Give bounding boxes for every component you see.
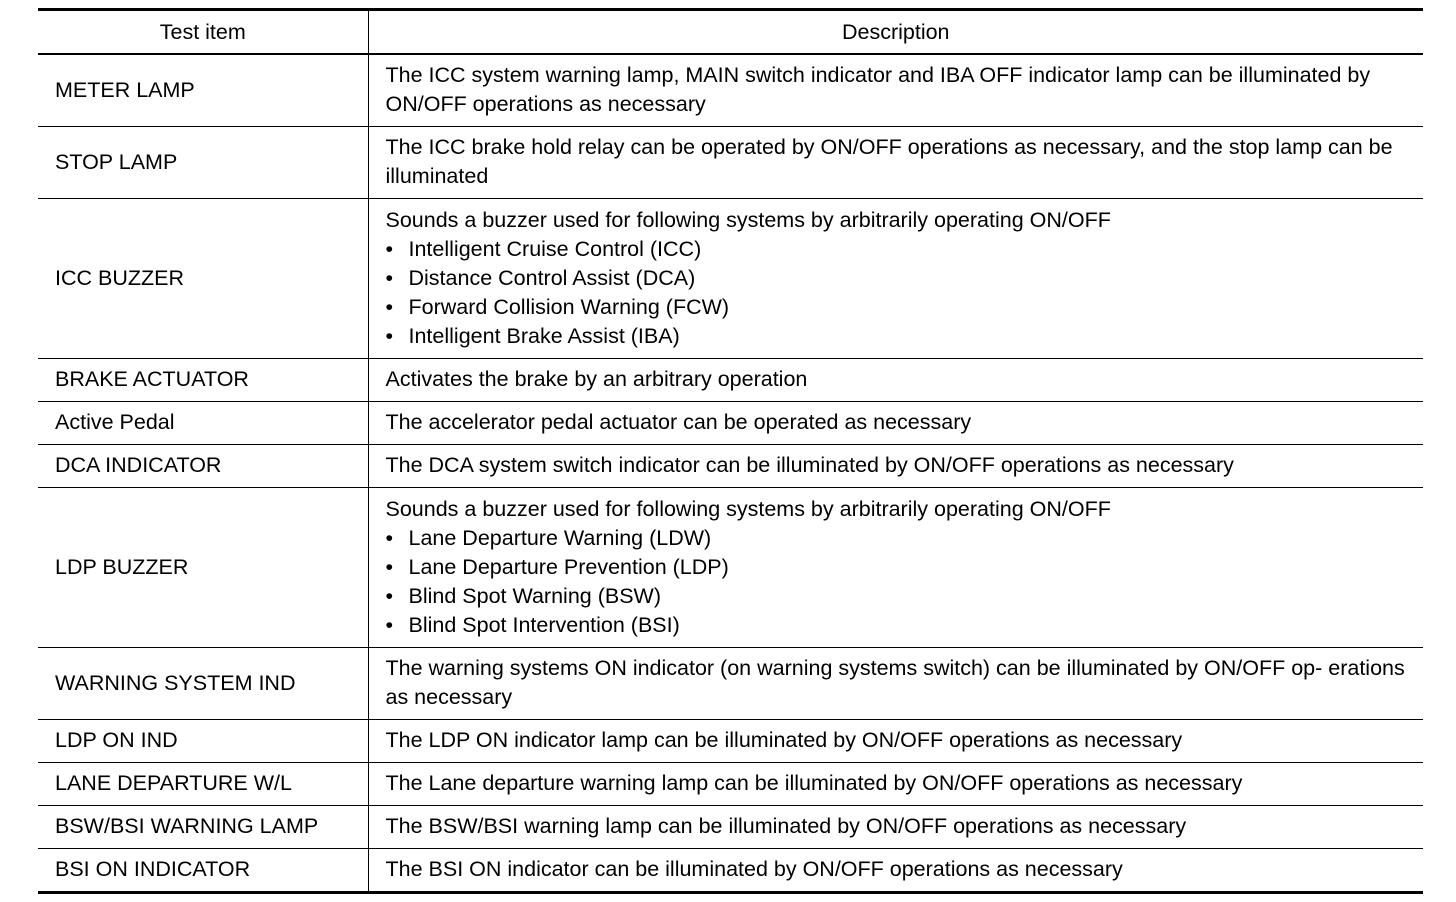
table-row <box>38 54 1423 126</box>
list-item: • Lane Departure Warning (LDW) <box>386 524 1416 553</box>
description-text: Activates the brake by an arbitrary operation <box>385 367 808 391</box>
table-row <box>38 126 1423 198</box>
table-header <box>38 10 1423 55</box>
table-row <box>38 198 1423 358</box>
list-item: • Blind Spot Intervention (BSI) <box>386 611 1416 640</box>
test-item-cell: BSI ON INDICATOR <box>38 848 368 892</box>
header-test-item: Test item <box>38 10 368 55</box>
description-cell <box>368 54 1423 126</box>
test-item-cell: METER LAMP <box>38 54 368 126</box>
table-row <box>38 444 1423 487</box>
test-item-cell: WARNING SYSTEM IND <box>38 647 368 719</box>
table-row <box>38 647 1423 719</box>
test-item-cell: Active Pedal <box>38 401 368 444</box>
description-text: The BSI ON indicator can be illuminated by ON/OFF operations as necessary <box>385 857 1123 881</box>
test-item-cell: STOP LAMP <box>38 126 368 198</box>
table-row <box>38 848 1423 892</box>
description-cell <box>368 198 1423 358</box>
test-item-cell: LANE DEPARTURE W/L <box>38 762 368 805</box>
description-text: The warning systems ON indicator (on warning systems switch) can be illuminated by ON/OFF op- erations as necessary <box>385 656 1405 709</box>
list-item: • Forward Collision Warning (FCW) <box>386 293 1416 322</box>
system-list <box>386 524 1416 640</box>
description-text: The DCA system switch indicator can be illuminated by ON/OFF operations as necessary <box>385 453 1234 477</box>
description-cell <box>368 805 1423 848</box>
list-item: • Distance Control Assist (DCA) <box>386 264 1416 293</box>
description-cell <box>368 647 1423 719</box>
description-cell <box>368 126 1423 198</box>
description-cell <box>368 719 1423 762</box>
list-item: • Intelligent Brake Assist (IBA) <box>386 322 1416 351</box>
description-cell <box>368 444 1423 487</box>
test-item-cell: LDP BUZZER <box>38 487 368 647</box>
test-item-cell: BRAKE ACTUATOR <box>38 358 368 401</box>
description-text: The BSW/BSI warning lamp can be illuminated by ON/OFF operations as necessary <box>385 814 1187 838</box>
description-text: Sounds a buzzer used for following systems by arbitrarily operating ON/OFF <box>385 496 1111 521</box>
description-cell <box>368 762 1423 805</box>
test-item-cell: DCA INDICATOR <box>38 444 368 487</box>
list-item: • Intelligent Cruise Control (ICC) <box>386 235 1416 264</box>
table-row <box>38 487 1423 647</box>
list-item: • Lane Departure Prevention (LDP) <box>386 553 1416 582</box>
table-row <box>38 762 1423 805</box>
description-text: The accelerator pedal actuator can be operated as necessary <box>385 410 972 434</box>
description-text: Sounds a buzzer used for following systems by arbitrarily operating ON/OFF <box>385 207 1111 232</box>
description-cell <box>368 358 1423 401</box>
description-cell <box>368 848 1423 892</box>
header-description: Description <box>368 10 1423 55</box>
header-row <box>38 10 1423 55</box>
description-text: The LDP ON indicator lamp can be illuminated by ON/OFF operations as necessary <box>385 728 1183 752</box>
description-text: The Lane departure warning lamp can be illuminated by ON/OFF operations as necessary <box>385 771 1243 795</box>
table-row <box>38 719 1423 762</box>
test-item-cell: BSW/BSI WARNING LAMP <box>38 805 368 848</box>
test-item-cell: LDP ON IND <box>38 719 368 762</box>
table-row <box>38 805 1423 848</box>
test-item-table <box>38 8 1423 894</box>
table-row <box>38 401 1423 444</box>
description-text: The ICC brake hold relay can be operated by ON/OFF operations as necessary, and the stop lamp can be illuminated <box>385 135 1393 188</box>
list-item: • Blind Spot Warning (BSW) <box>386 582 1416 611</box>
table-body <box>38 54 1423 892</box>
description-cell <box>368 401 1423 444</box>
test-item-cell: ICC BUZZER <box>38 198 368 358</box>
table-row <box>38 358 1423 401</box>
system-list <box>386 235 1416 351</box>
description-cell <box>368 487 1423 647</box>
description-text: The ICC system warning lamp, MAIN switch indicator and IBA OFF indicator lamp can be illuminated by ON/OFF operations as necessary <box>385 63 1371 117</box>
